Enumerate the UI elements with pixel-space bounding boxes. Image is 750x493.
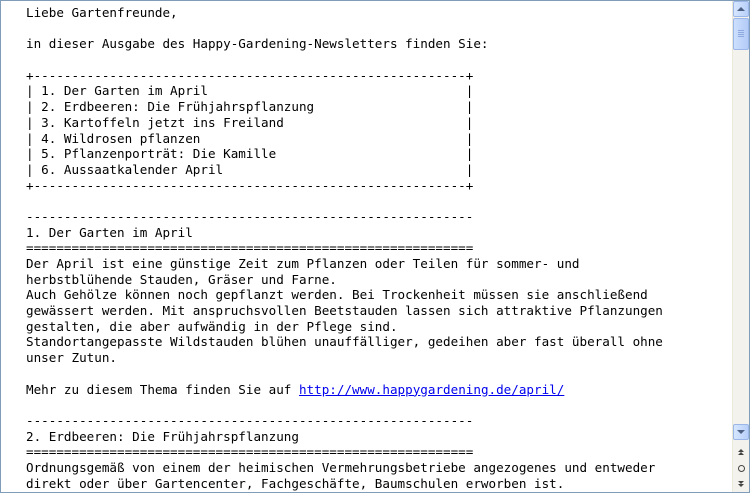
text-line: | 1. Der Garten im April |	[26, 83, 474, 99]
text-line: | 5. Pflanzenporträt: Die Kamille |	[26, 146, 474, 162]
arrow-down-icon	[737, 430, 745, 434]
text-line: +---------------------------------------------------------+	[26, 67, 474, 83]
text-line: 1. Der Garten im April	[26, 224, 193, 240]
previous-page-button[interactable]	[734, 445, 748, 459]
text-line: | 2. Erdbeeren: Die Frühjahrspflanzung |	[26, 99, 474, 115]
text-line: gestalten, die aber aufwändig in der Pflege sind.	[26, 318, 398, 334]
scroll-down-button[interactable]	[733, 424, 749, 440]
arrow-up-icon	[737, 7, 745, 11]
text-line	[26, 21, 733, 37]
grip-line	[738, 30, 744, 31]
select-browse-object-button[interactable]	[734, 461, 748, 475]
newsletter-content	[1, 1, 733, 492]
text-line	[26, 366, 733, 382]
text-line: Auch Gehölze können noch gepflanzt werden. Bei Trockenheit müssen sie anschließend	[26, 287, 648, 303]
text-line: Der April ist eine günstige Zeit zum Pflanzen oder Teilen für sommer- und	[26, 256, 580, 271]
text-line: Standortangepasste Wildstauden blühen unauffälliger, gedeihen aber fast überall ohne	[26, 334, 663, 350]
text-line	[26, 397, 733, 413]
more-info-line	[26, 382, 733, 398]
text-line: -----------------------------------------------------------	[26, 412, 474, 428]
vertical-scrollbar[interactable]	[732, 1, 749, 492]
text-line: | 4. Wildrosen pflanzen |	[26, 130, 474, 146]
text-line: herbstblühende Stauden, Gräser und Farne.	[26, 271, 337, 287]
text-line: -----------------------------------------------------------	[26, 208, 474, 224]
text-line: unser Zutun.	[26, 350, 117, 366]
double-arrow-up-icon	[738, 449, 744, 455]
text-line	[26, 52, 733, 68]
text-line: | 6. Aussaatkalender April |	[26, 161, 474, 177]
text-line: | 3. Kartoffeln jetzt ins Freiland |	[26, 114, 474, 130]
scrollbar-thumb[interactable]	[733, 18, 749, 50]
text-line: ===========================================================	[26, 240, 474, 256]
text-line: 2. Erdbeeren: Die Frühjahrspflanzung	[26, 428, 299, 444]
grip-line	[738, 34, 744, 35]
text-line: gewässert werden. Mit anspruchsvollen Beetstauden lassen sich attraktive Pflanzungen	[26, 303, 663, 319]
newsletter-text	[1, 1, 733, 491]
text-line: Ordnungsgemäß von einem der heimischen Vermehrungsbetriebe angezogenes und entweder	[26, 459, 656, 475]
text-line: ===========================================================	[26, 444, 474, 460]
april-link[interactable]: http://www.happygardening.de/april/	[298, 381, 565, 397]
grip-line	[738, 32, 744, 33]
double-arrow-down-icon	[738, 481, 744, 487]
grip-line	[738, 36, 744, 37]
more-info-text: Mehr zu diesem Thema finden Sie auf	[26, 381, 299, 397]
scroll-up-button[interactable]	[733, 1, 749, 17]
next-page-button[interactable]	[734, 477, 748, 491]
text-line: direkt oder über Gartencenter, Fachgeschäfte, Baumschulen erworben ist.	[26, 475, 565, 491]
text-line: in dieser Ausgabe des Happy-Gardening-Newsletters finden Sie:	[26, 36, 489, 52]
circle-icon	[738, 465, 745, 472]
text-line: Liebe Gartenfreunde,	[26, 5, 178, 20]
text-line	[26, 193, 733, 209]
text-line: +---------------------------------------------------------+	[26, 177, 474, 193]
